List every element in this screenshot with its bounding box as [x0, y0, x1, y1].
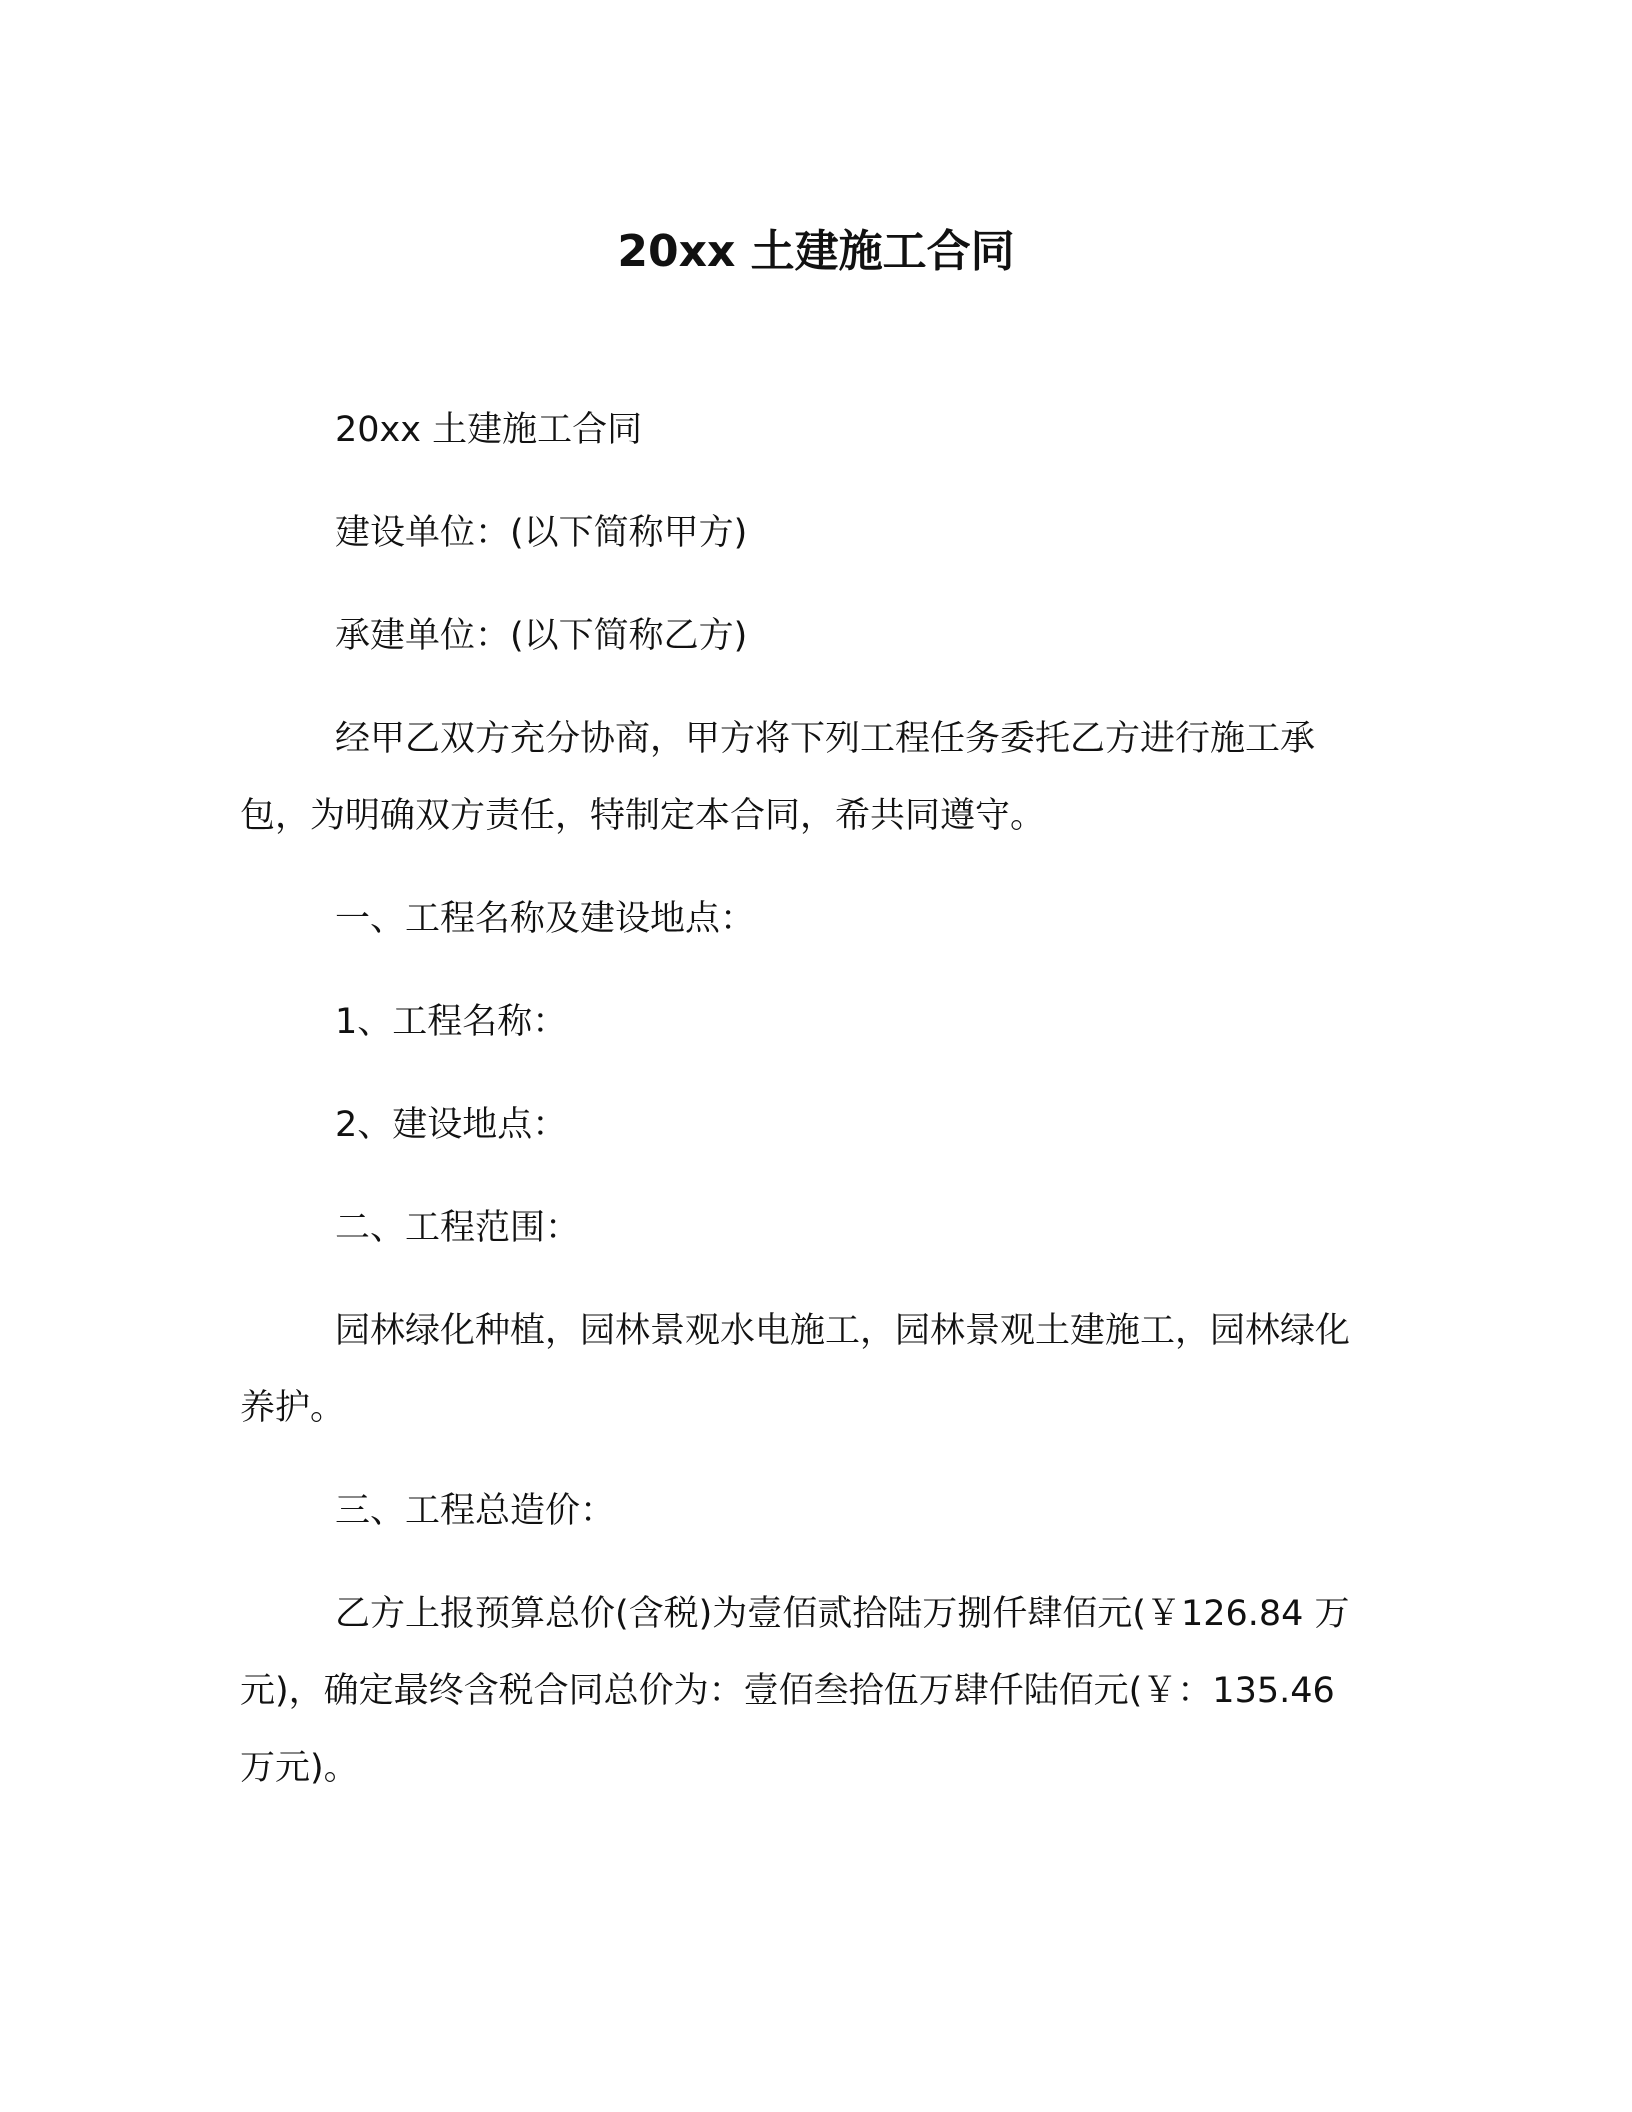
section-heading-project-scope: 二、工程范围：	[335, 1208, 581, 1248]
paragraph-project-scope: 园林绿化种植，园林景观水电施工，园林景观土建施工，园林绿化养护。	[240, 1311, 1351, 1428]
paragraph-subtitle: 20xx 土建施工合同	[335, 410, 643, 450]
document-title: 20xx 土建施工合同	[617, 226, 1015, 277]
paragraph-total-cost: 乙方上报预算总价(含税)为壹佰贰拾陆万捌仟肆佰元(￥126.84 万元)，确定最终含税合同总价为：壹佰叁拾伍万肆仟陆佰元(￥：135.46 万元)。	[240, 1594, 1350, 1788]
paragraph-project-name: 1、工程名称：	[335, 1002, 568, 1042]
paragraph-construction-site: 2、建设地点：	[335, 1105, 568, 1145]
section-heading-total-cost: 三、工程总造价：	[335, 1491, 616, 1531]
paragraph-agreement-intro: 经甲乙双方充分协商，甲方将下列工程任务委托乙方进行施工承包，为明确双方责任，特制定本合同，希共同遵守。	[240, 719, 1316, 836]
document-body	[240, 392, 1370, 1833]
paragraph-party-b: 承建单位：(以下简称乙方)	[335, 616, 748, 656]
section-heading-project-name-location: 一、工程名称及建设地点：	[335, 899, 756, 939]
paragraph-party-a: 建设单位：(以下简称甲方)	[335, 513, 748, 553]
